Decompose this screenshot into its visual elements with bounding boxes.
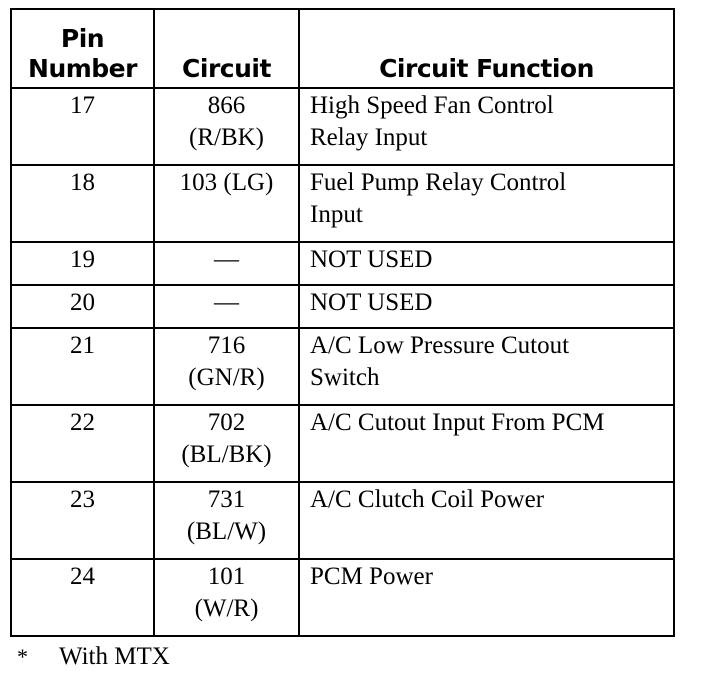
function-line: Relay Input <box>310 124 428 151</box>
function-cell: NOT USED <box>299 242 674 285</box>
pin-cell: 22 <box>11 405 154 482</box>
function-line: PCM Power <box>310 563 433 590</box>
pin-cell: 24 <box>11 559 154 636</box>
circuit-number: 103 (LG) <box>179 169 274 196</box>
circuit-color: (GN/R) <box>188 364 265 391</box>
header-pin-number <box>11 9 154 88</box>
table-row <box>11 165 674 242</box>
pin-cell: 23 <box>11 482 154 559</box>
function-line: A/C Cutout Input From PCM <box>310 409 605 436</box>
pin-cell: 18 <box>11 165 154 242</box>
table-row <box>11 285 674 328</box>
circuit-cell <box>154 559 299 636</box>
table-row <box>11 88 674 165</box>
header-pin-line1: Pin <box>60 24 105 53</box>
circuit-number: 866 <box>207 92 246 119</box>
circuit-cell <box>154 405 299 482</box>
function-line: A/C Low Pressure Cutout <box>310 332 570 359</box>
circuit-cell <box>154 165 299 242</box>
pin-cell: 20 <box>11 285 154 328</box>
function-line: Fuel Pump Relay Control <box>310 169 567 196</box>
function-line: Switch <box>310 364 380 391</box>
header-circuit-function: Circuit Function <box>299 9 674 88</box>
table-row <box>11 328 674 405</box>
table-row <box>11 242 674 285</box>
circuit-color: (BL/W) <box>186 518 267 545</box>
function-cell <box>299 559 674 636</box>
circuit-cell: — <box>154 242 299 285</box>
header-pin-line2: Number <box>28 54 137 83</box>
circuit-cell: — <box>154 285 299 328</box>
footnote-text: With MTX <box>59 643 170 670</box>
circuit-color: (W/R) <box>194 595 259 622</box>
footnote-asterisk: * <box>17 644 28 669</box>
header-circuit: Circuit <box>154 9 299 88</box>
circuit-number: 716 <box>207 332 246 359</box>
function-line: A/C Clutch Coil Power <box>310 486 545 513</box>
circuit-cell <box>154 482 299 559</box>
table-row <box>11 482 674 559</box>
pin-cell: 19 <box>11 242 154 285</box>
table-row <box>11 405 674 482</box>
circuit-color: (BL/BK) <box>181 441 272 468</box>
function-cell <box>299 328 674 405</box>
circuit-number: 101 <box>207 563 246 590</box>
pin-circuit-table <box>10 8 675 637</box>
footnote <box>17 642 170 672</box>
circuit-cell <box>154 88 299 165</box>
function-cell <box>299 88 674 165</box>
circuit-color: (R/BK) <box>189 124 264 151</box>
pin-cell: 21 <box>11 328 154 405</box>
table-row <box>11 559 674 636</box>
circuit-number: 731 <box>207 486 246 513</box>
pin-cell: 17 <box>11 88 154 165</box>
function-cell <box>299 165 674 242</box>
function-cell <box>299 405 674 482</box>
function-cell: NOT USED <box>299 285 674 328</box>
table-header-row <box>11 9 674 88</box>
circuit-cell <box>154 328 299 405</box>
circuit-number: 702 <box>207 409 246 436</box>
function-line: High Speed Fan Control <box>310 92 554 119</box>
function-line: Input <box>310 201 363 228</box>
function-cell <box>299 482 674 559</box>
